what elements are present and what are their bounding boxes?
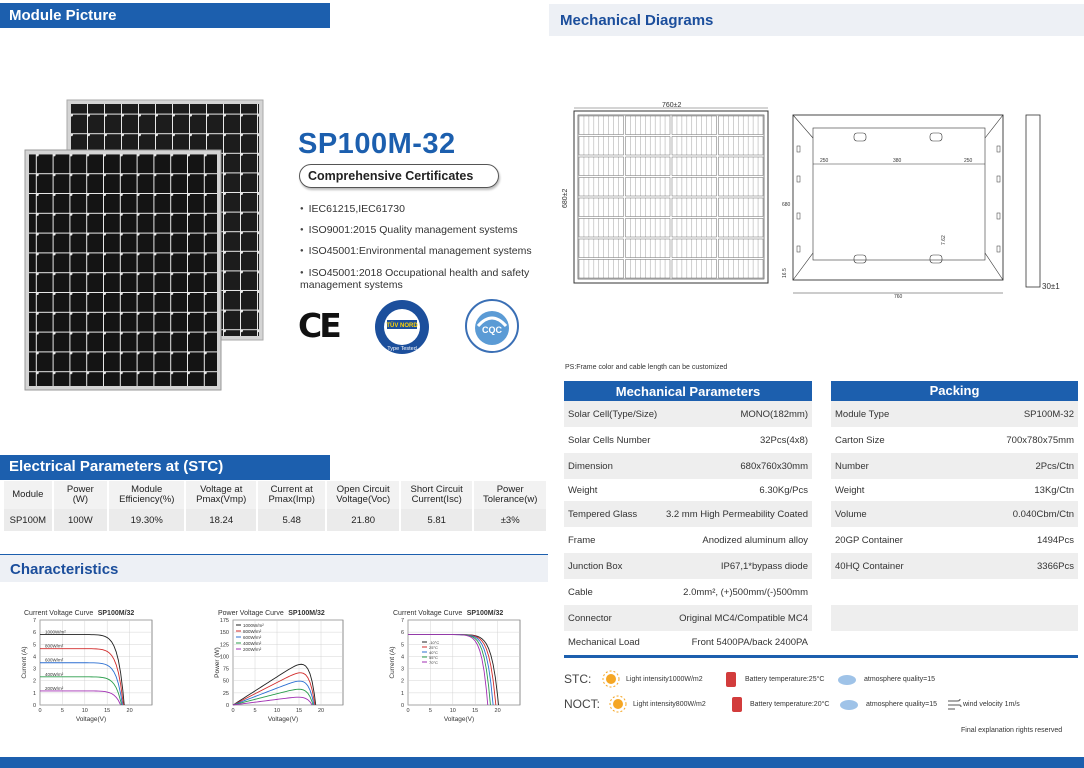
sun-icon xyxy=(609,695,627,713)
dim-width-label: 760±2 xyxy=(662,102,682,109)
noct-irradiance: Light intensity800W/m2 xyxy=(633,701,706,708)
characteristics-header: Characteristics xyxy=(0,554,548,582)
param-value xyxy=(955,631,1078,653)
chart-title-model: SP100M/32 xyxy=(97,610,135,617)
back-dim-g: 16.5 xyxy=(782,268,788,278)
elec-header-cell: Current at Pmax(Imp) xyxy=(258,481,325,509)
param-row xyxy=(564,501,812,527)
model-title: SP100M-32 xyxy=(298,128,456,160)
y-tick-label: 0 xyxy=(400,703,404,709)
param-label: 20GP Container xyxy=(831,527,955,553)
packing-title: Packing xyxy=(831,381,1078,401)
x-tick-label: 10 xyxy=(81,708,88,714)
module-picture-header: Module Picture xyxy=(0,3,330,28)
back-dim-d: 680 xyxy=(782,202,791,208)
param-label: Dimension xyxy=(564,453,662,479)
param-label: Mechanical Load xyxy=(564,631,662,653)
legend-label: 25°C xyxy=(429,645,438,650)
x-tick-label: 20 xyxy=(317,708,325,714)
y-tick-label: 25 xyxy=(222,690,229,697)
param-row xyxy=(564,453,812,479)
legend-label: 1000W/m² xyxy=(45,629,66,635)
y-tick-label: 3 xyxy=(400,666,404,673)
param-row xyxy=(564,605,812,631)
chart-title-prefix: Current Voltage Curve xyxy=(393,610,463,617)
y-tick-label: 3 xyxy=(32,666,36,673)
x-axis-label: Voltage(V) xyxy=(75,716,107,723)
dim-height-label: 680±2 xyxy=(562,188,569,208)
x-tick-label: 10 xyxy=(273,708,281,714)
param-label: Frame xyxy=(564,527,662,553)
cqc-logo xyxy=(464,298,520,354)
x-axis-label: Voltage(V) xyxy=(443,716,475,723)
param-value: 2.0mm², (+)500mm/(-)500mm xyxy=(662,579,812,605)
x-tick-label: 0 xyxy=(406,708,410,714)
elec-value-cell: ±3% xyxy=(474,509,546,531)
param-label: Cable xyxy=(564,579,662,605)
cert-item: ● ISO45001:2018 Occupational health and safety management systems xyxy=(300,267,550,291)
y-tick-label: 4 xyxy=(32,654,36,661)
certificates-title: Comprehensive Certificates xyxy=(299,164,499,188)
chart-title-prefix: Power Voltage Curve xyxy=(218,610,284,617)
noct-wind: wind velocity 1m/s xyxy=(963,701,1020,708)
legend-label: 600W/m² xyxy=(243,635,262,640)
y-tick-label: 75 xyxy=(222,666,229,673)
noct-temperature: Battery temperature:20°C xyxy=(750,701,830,708)
y-tick-label: 125 xyxy=(219,642,229,649)
elec-header-cell: Open Circuit Voltage(Voc) xyxy=(327,481,399,509)
tuv-logo-text: TÜV NORD xyxy=(386,323,418,329)
legend-label: 800W/m² xyxy=(45,643,64,649)
param-label: Carton Size xyxy=(831,427,955,453)
mechanical-drawing xyxy=(560,98,1080,298)
legend-label: 200W/m² xyxy=(45,685,64,691)
param-value: 6.30Kg/Pcs xyxy=(662,479,812,501)
param-value: 1494Pcs xyxy=(955,527,1078,553)
param-row xyxy=(564,427,812,453)
param-label: Weight xyxy=(564,479,662,501)
cert-item: ● ISO45001:Environmental management systems xyxy=(300,245,532,257)
x-axis-label: Voltage(V) xyxy=(267,716,299,723)
param-row xyxy=(831,579,1078,605)
packing-panel xyxy=(831,381,1078,653)
param-value: 0.040Cbm/Ctn xyxy=(955,501,1078,527)
cqc-logo-text: CQC xyxy=(482,325,502,335)
electrical-table xyxy=(2,481,548,531)
solar-panels-image xyxy=(20,95,270,395)
chart-title-model: SP100M/32 xyxy=(288,610,325,617)
param-row xyxy=(564,479,812,501)
legend-label: 55°C xyxy=(429,655,438,660)
elec-value-cell: 5.48 xyxy=(258,509,325,531)
tuv-logo-subtext: Type Tested xyxy=(387,346,417,352)
elec-value-cell: 5.81 xyxy=(401,509,472,531)
param-row xyxy=(564,579,812,605)
x-tick-label: 20 xyxy=(126,708,133,714)
param-value: 3366Pcs xyxy=(955,553,1078,579)
legend-label: 40°C xyxy=(429,650,438,655)
y-tick-label: 1 xyxy=(400,690,404,697)
x-tick-label: 15 xyxy=(295,708,303,714)
param-value: 32Pcs(4x8) xyxy=(662,427,812,453)
mechanical-params-title: Mechanical Parameters xyxy=(564,381,812,401)
characteristic-charts xyxy=(0,598,548,728)
x-tick-label: 5 xyxy=(253,708,257,714)
param-row xyxy=(831,605,1078,631)
back-dim-e: 760 xyxy=(894,294,903,298)
tables-bottom-rule xyxy=(564,655,1078,658)
param-row xyxy=(831,479,1078,501)
param-value: Original MC4/Compatible MC4 xyxy=(662,605,812,631)
elec-value-cell: 100W xyxy=(54,509,107,531)
tuv-logo xyxy=(373,298,431,356)
packing-table xyxy=(831,401,1078,653)
back-dim-a: 250 xyxy=(820,158,829,164)
param-row xyxy=(564,401,812,427)
noct-atmosphere: atmosphere quality=15 xyxy=(866,701,938,708)
legend-label: 1000W/m² xyxy=(243,623,264,628)
back-dim-b: 380 xyxy=(893,158,902,164)
bottom-bar xyxy=(0,757,1084,768)
param-value: SP100M-32 xyxy=(955,401,1078,427)
param-row xyxy=(564,527,812,553)
param-row xyxy=(564,631,812,653)
param-label: Module Type xyxy=(831,401,955,427)
battery-icon xyxy=(723,670,739,688)
param-label: Connector xyxy=(564,605,662,631)
y-tick-label: 2 xyxy=(32,678,36,685)
param-label: Volume xyxy=(831,501,955,527)
elec-header-cell: Short Circuit Current(Isc) xyxy=(401,481,472,509)
param-value: 680x760x30mm xyxy=(662,453,812,479)
x-tick-label: 15 xyxy=(472,708,479,714)
y-tick-label: 0 xyxy=(32,703,36,709)
legend-label: 800W/m² xyxy=(243,629,262,634)
y-tick-label: 1 xyxy=(32,690,36,697)
stc-label: STC: xyxy=(564,672,592,686)
battery-icon xyxy=(729,695,745,713)
elec-header-cell: Module Efficiency(%) xyxy=(109,481,184,509)
param-label: Solar Cells Number xyxy=(564,427,662,453)
y-tick-label: 0 xyxy=(225,703,229,709)
y-tick-label: 7 xyxy=(400,618,404,624)
legend-label: 70°C xyxy=(429,660,438,665)
mechanical-diagrams-header: Mechanical Diagrams xyxy=(549,4,1084,36)
param-value: MONO(182mm) xyxy=(662,401,812,427)
y-tick-label: 5 xyxy=(32,642,36,649)
legend-label: 400W/m² xyxy=(45,671,64,677)
elec-header-cell: Module xyxy=(4,481,52,509)
side-dim-label: 30±1 xyxy=(1042,282,1060,291)
x-tick-label: 5 xyxy=(428,708,432,714)
y-axis-label: Power (W) xyxy=(214,647,221,678)
cloud-icon xyxy=(838,696,860,712)
param-row xyxy=(564,553,812,579)
param-label xyxy=(831,579,955,605)
param-value: 3.2 mm High Permeability Coated xyxy=(662,501,812,527)
param-label: Weight xyxy=(831,479,955,501)
y-tick-label: 50 xyxy=(222,678,229,685)
electrical-parameters-header: Electrical Parameters at (STC) xyxy=(0,455,330,480)
y-tick-label: 100 xyxy=(219,654,229,661)
param-value: 700x780x75mm xyxy=(955,427,1078,453)
mechanical-params-panel xyxy=(564,381,812,653)
y-tick-label: 6 xyxy=(32,630,36,637)
param-label xyxy=(831,631,955,653)
param-value: Front 5400PA/back 2400PA xyxy=(662,631,812,653)
chart-title-prefix: Current Voltage Curve xyxy=(24,610,94,617)
elec-header-cell: Voltage at Pmax(Vmp) xyxy=(186,481,255,509)
y-tick-label: 4 xyxy=(400,654,404,661)
param-value xyxy=(955,605,1078,631)
param-label: Solar Cell(Type/Size) xyxy=(564,401,662,427)
legend-label: 600W/m² xyxy=(45,657,64,663)
x-tick-label: 20 xyxy=(494,708,501,714)
frame-note: PS:Frame color and cable length can be customized xyxy=(565,364,728,371)
sun-icon xyxy=(602,670,620,688)
param-row xyxy=(831,453,1078,479)
chart-title-model: SP100M/32 xyxy=(466,610,504,617)
param-label: Tempered Glass xyxy=(564,501,662,527)
param-row xyxy=(831,427,1078,453)
y-tick-label: 7 xyxy=(32,618,36,624)
characteristic-charts-svg xyxy=(0,610,548,728)
stc-irradiance: Light intensity1000W/m2 xyxy=(626,676,703,683)
param-label: Junction Box xyxy=(564,553,662,579)
stc-temperature: Battery temperature:25°C xyxy=(745,676,825,683)
param-row xyxy=(831,631,1078,653)
y-axis-label: Current (A) xyxy=(389,646,396,679)
param-row xyxy=(831,501,1078,527)
x-tick-label: 10 xyxy=(449,708,456,714)
param-label: 40HQ Container xyxy=(831,553,955,579)
stc-atmosphere: atmosphere quality=15 xyxy=(864,676,936,683)
elec-value-cell: SP100M xyxy=(4,509,52,531)
cert-item: ● IEC61215,IEC61730 xyxy=(300,203,405,215)
elec-value-cell: 19.30% xyxy=(109,509,184,531)
param-label xyxy=(831,605,955,631)
param-label: Number xyxy=(831,453,955,479)
legend-label: -10°C xyxy=(429,640,440,645)
ce-logo: CE xyxy=(298,306,339,345)
wind-icon xyxy=(946,696,962,712)
param-value: Anodized aluminum alloy xyxy=(662,527,812,553)
y-tick-label: 5 xyxy=(400,642,404,649)
x-tick-label: 0 xyxy=(38,708,42,714)
elec-value-cell: 18.24 xyxy=(186,509,255,531)
param-value: 2Pcs/Ctn xyxy=(955,453,1078,479)
y-tick-label: 150 xyxy=(219,630,229,637)
back-dim-c: 250 xyxy=(964,158,973,164)
elec-header-cell: Power (W) xyxy=(54,481,107,509)
elec-header-cell: Power Tolerance(w) xyxy=(474,481,546,509)
x-tick-label: 5 xyxy=(60,708,64,714)
legend-label: 200W/m² xyxy=(243,647,262,652)
param-row xyxy=(831,401,1078,427)
footer-note: Final explanation rights reserved xyxy=(961,727,1063,734)
y-tick-label: 6 xyxy=(400,630,404,637)
mechanical-params-table xyxy=(564,401,812,653)
cloud-icon xyxy=(836,671,858,687)
x-tick-label: 15 xyxy=(104,708,111,714)
legend-label: 400W/m² xyxy=(243,641,262,646)
param-row xyxy=(831,527,1078,553)
y-axis-label: Current (A) xyxy=(21,646,28,679)
param-value: 13Kg/Ctn xyxy=(955,479,1078,501)
noct-label: NOCT: xyxy=(564,697,600,711)
back-dim-f: 7.62 xyxy=(941,235,947,245)
param-value: IP67,1*bypass diode xyxy=(662,553,812,579)
param-row xyxy=(831,553,1078,579)
x-tick-label: 0 xyxy=(231,708,235,714)
y-tick-label: 175 xyxy=(219,618,229,624)
param-value xyxy=(955,579,1078,605)
cert-item: ● ISO9001:2015 Quality management systems xyxy=(300,224,518,236)
y-tick-label: 2 xyxy=(400,678,404,685)
elec-value-cell: 21.80 xyxy=(327,509,399,531)
